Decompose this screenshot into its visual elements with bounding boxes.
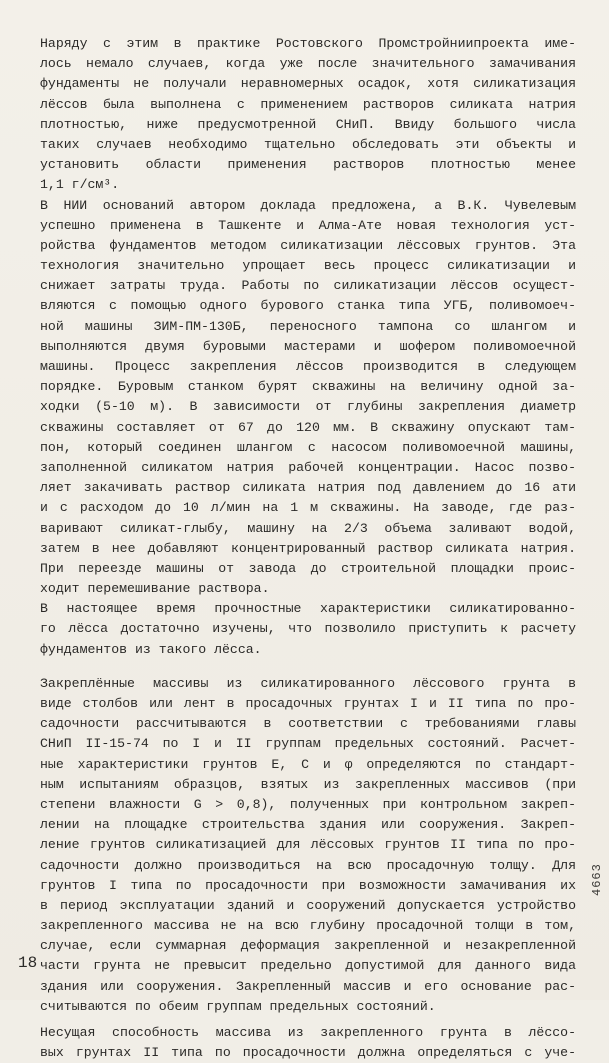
- text-line: порядке. Буровым станком бурят скважины на величину одной за-: [40, 379, 576, 395]
- text-line: грунтов I типа по просадочности при возможности замачивания их: [40, 877, 576, 893]
- text-line: В настоящее время прочностные характеристики силикатированно-: [40, 601, 576, 617]
- text-line: В НИИ оснований автором доклада предложена, а В.К. Чувелевым: [40, 197, 576, 213]
- text-line: лёссов была выполнена с применением растворов силиката натрия: [40, 96, 576, 112]
- text-line: ройства фундаментов методом силикатизации лёссовых грунтов. Эта: [40, 237, 576, 253]
- text-line: вляются с помощью одного бурового станка типа УГБ, поливомоеч-: [40, 298, 576, 314]
- text-line: варивают силикат-глыбу, машину на 2/3 объема заливают водой,: [40, 520, 576, 536]
- text-line: считываются по обеим группам предельных состояний.: [40, 998, 436, 1014]
- text-line: успешно применена в Ташкенте и Алма-Ате новая технология уст-: [40, 217, 576, 233]
- text-line: садочности должно производиться на всю просадочную толщу. Для: [40, 857, 576, 873]
- text-line: ным испытаниям образцов, взятых из закрепленных массивов (при: [40, 776, 576, 792]
- paragraph-1: [40, 34, 576, 196]
- text-line: закрепленного массива не на всю глубину просадочной толщи в том,: [40, 918, 576, 934]
- text-line: плотностью, ниже предусмотренной СНиП. Ввиду большого числа: [40, 116, 576, 132]
- archive-stamp: 4663: [590, 863, 604, 896]
- paragraph-5: [40, 1023, 576, 1063]
- text-line: ходит перемешивание раствора.: [40, 581, 270, 597]
- text-line: го лёсса достаточно изучены, что позволило приступить к расчету: [40, 621, 576, 637]
- text-line: пон, который соединен шлангом с насосом поливомоечной машины,: [40, 439, 576, 455]
- paragraph-3: [40, 599, 576, 660]
- text-line: 1,1 г/см³.: [40, 177, 120, 193]
- page-number: 18: [18, 954, 38, 972]
- text-line: Несущая способность массива из закрепленного грунта в лёссо-: [40, 1025, 576, 1040]
- text-line: лось немало случаев, когда уже после значительного замачивания: [40, 56, 576, 72]
- text-line: ление грунтов силикатизацией для лёссовых грунтов II типа по про-: [40, 837, 576, 853]
- text-line: фундаментов из такого лёсса.: [40, 641, 262, 657]
- paragraph-2: [40, 196, 576, 600]
- text-line: случае, если суммарная деформация закрепленной и незакрепленной: [40, 938, 576, 954]
- text-line: здания или сооружения. Закрепленный массив и его основание рас-: [40, 978, 576, 994]
- text-line: затем в нее добавляют концентрированный раствор силиката натрия.: [40, 540, 576, 556]
- text-line: Наряду с этим в практике Ростовского Промстройниипроекта име-: [40, 36, 576, 51]
- text-line: ходки (5-10 м). В зависимости от глубины закрепления диаметр: [40, 399, 576, 415]
- body-text: [40, 34, 576, 1063]
- text-line: ляет закачивать раствор силиката натрия под давлением до 16 ати: [40, 480, 576, 496]
- text-line: установить области применения растворов плотностью менее: [40, 157, 576, 173]
- text-line: Закреплённые массивы из силикатированного лёссового грунта в: [40, 675, 576, 691]
- text-line: фундаменты не получали неравномерных осадок, хотя силикатизация: [40, 76, 576, 92]
- text-line: машины. Процесс закрепления лёссов производится в следующем: [40, 359, 576, 374]
- text-line: ной машины ЗИМ-ПМ-130Б, переносного тампона со шлангом и: [40, 318, 576, 334]
- text-line: в период эксплуатации зданий и сооружений допускается устройство: [40, 897, 576, 913]
- text-line: технология значительно упрощает весь процесс силикатизации и: [40, 258, 576, 274]
- paragraph-4: [40, 674, 576, 1017]
- text-line: части грунта не превысит предельно допустимой для данного вида: [40, 958, 576, 974]
- paragraph-spacer: [40, 660, 576, 674]
- text-line: СНиП II-15-74 по I и II группам предельных состояний. Расчет-: [40, 736, 576, 752]
- text-line: степени влажности G > 0,8), полученных при контрольном закреп-: [40, 796, 576, 812]
- text-line: При переезде машины от завода до строительной площадки проис-: [40, 560, 576, 576]
- text-line: ные характеристики грунтов Е, С и φ определяются по стандарт-: [40, 756, 576, 772]
- text-line: вых грунтах II типа по просадочности должна определяться с уче-: [40, 1045, 576, 1061]
- text-line: снижает затраты труда. Работы по силикатизации лёссов осущест-: [40, 278, 576, 294]
- text-line: таких случаев необходимо тщательно обследовать эти объекты и: [40, 136, 576, 152]
- text-line: скважины составляет от 67 до 120 мм. В скважину опускают там-: [40, 419, 576, 435]
- text-line: и с расходом до 10 л/мин на 1 м скважины. На заводе, где раз-: [40, 500, 576, 516]
- text-line: лении на площадке строительства здания или сооружения. Закреп-: [40, 817, 576, 833]
- text-line: виде столбов или лент в просадочных грунтах I и II типа по про-: [40, 696, 576, 711]
- text-line: выполняются двумя буровыми мастерами и шофером поливомоечной: [40, 338, 576, 354]
- text-line: заполненной силикатом натрия рабочей концентрации. Насос позво-: [40, 459, 576, 475]
- text-line: садочности рассчитываются в соответствии с требованиями главы: [40, 716, 576, 732]
